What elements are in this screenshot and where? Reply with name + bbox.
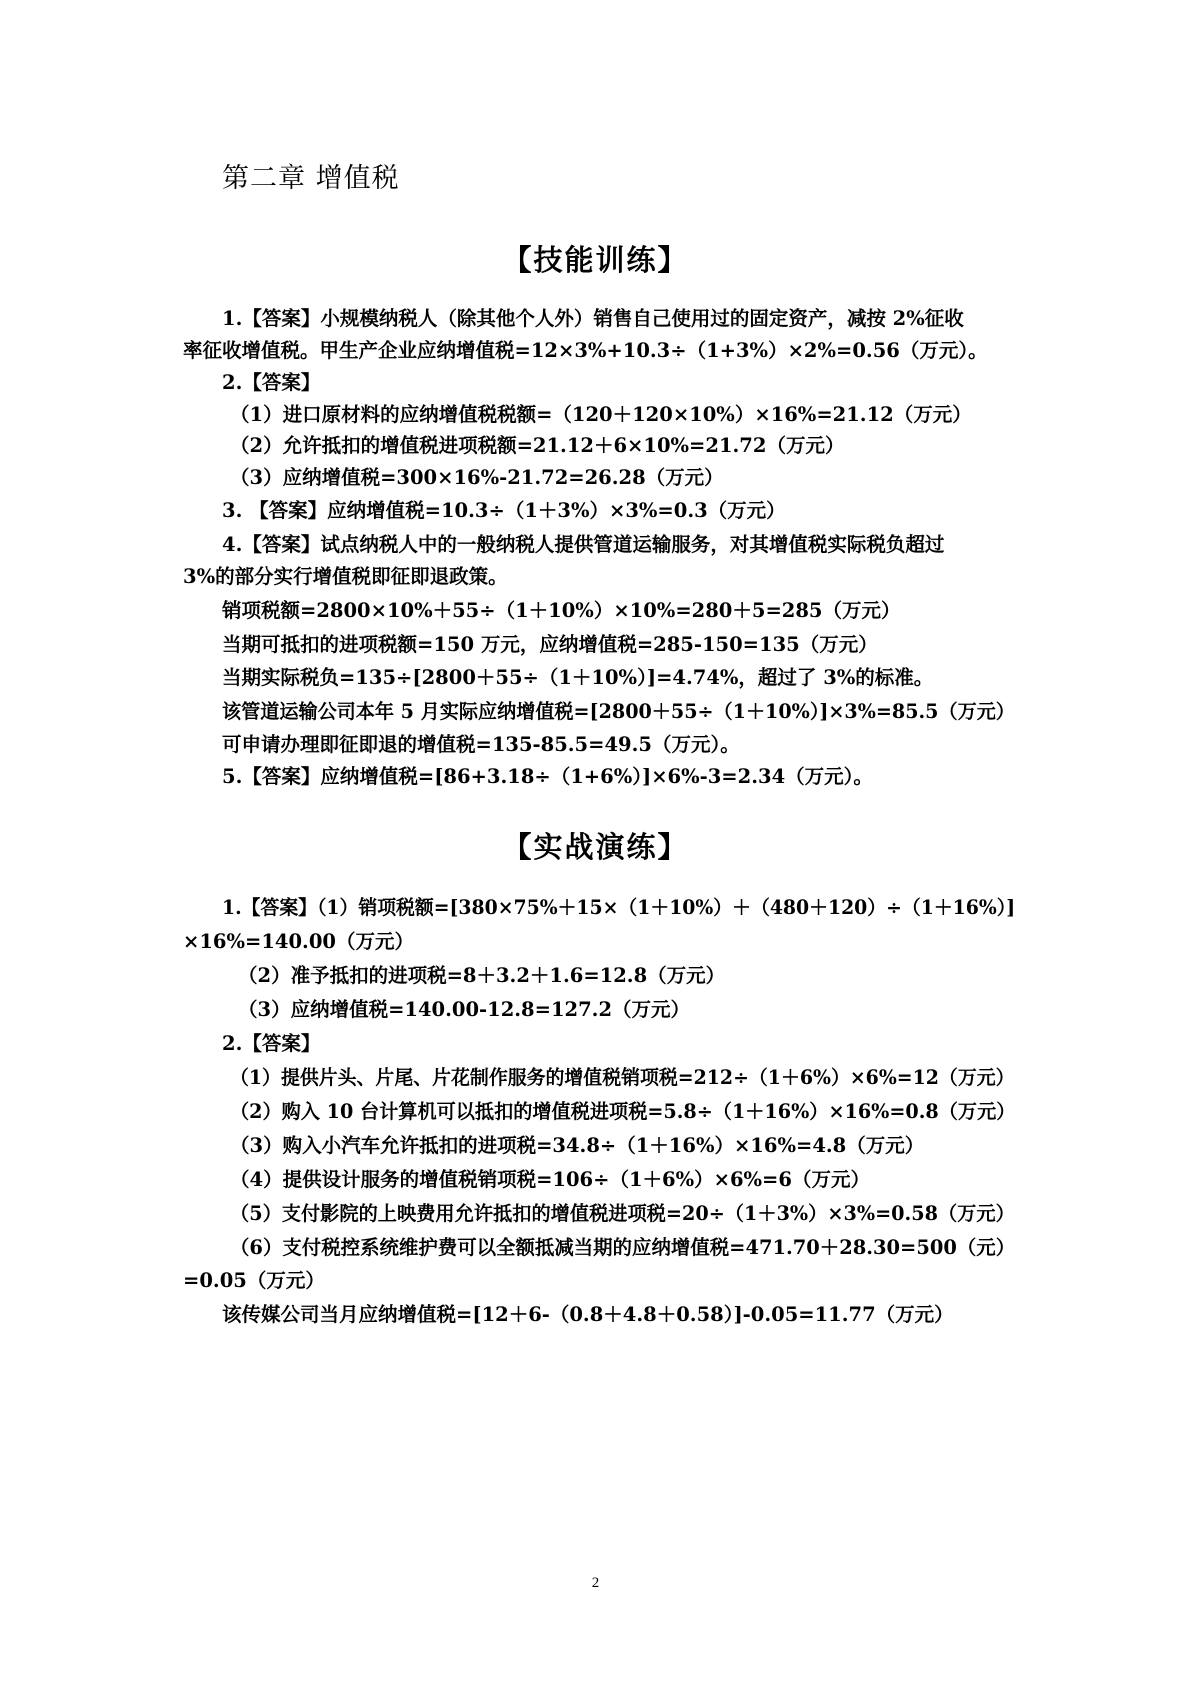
s2-line-10: （5）支付影院的上映费用允许抵扣的增值税进项税=20÷（1＋3%）×3%=0.58（万元）: [230, 1202, 1015, 1225]
s1-line-13: 该管道运输公司本年 5 月实际应纳增值税=[2800＋55÷（1＋10%）]×3%=85.5（万元）: [222, 700, 1015, 723]
s1-line-1: 1.【答案】小规模纳税人（除其他个人外）销售自己使用过的固定资产，减按 2%征收: [222, 307, 964, 330]
s1-line-9: 3%的部分实行增值税即征即退政策。: [183, 565, 508, 588]
s1-line-2: 率征收增值税。甲生产企业应纳增值税=12×3%+10.3÷（1+3%）×2%=0.56（万元）。: [183, 339, 988, 362]
s1-line-4: （1）进口原材料的应纳增值税税额=（120＋120×10%）×16%=21.12（万元）: [230, 403, 972, 426]
s2-line-7: （2）购入 10 台计算机可以抵扣的增值税进项税=5.8÷（1＋16%）×16%=0.8（万元）: [230, 1100, 1016, 1123]
chapter-title: 第二章 增值税: [222, 163, 400, 194]
s1-line-12: 当期实际税负=135÷[2800＋55÷（1＋10%）]=4.74%，超过了 3%的标准。: [222, 666, 934, 689]
s2-line-4: （3）应纳增值税=140.00-12.8=127.2（万元）: [238, 998, 691, 1021]
s1-line-10: 销项税额=2800×10%＋55÷（1＋10%）×10%=280＋5=285（万元）: [222, 599, 901, 622]
s2-line-8: （3）购入小汽车允许抵扣的进项税=34.8÷（1＋16%）×16%=4.8（万元）: [230, 1134, 925, 1157]
s1-line-7: 3. 【答案】应纳增值税=10.3÷（1＋3%）×3%=0.3（万元）: [222, 499, 786, 522]
s2-line-3: （2）准予抵扣的进项税=8＋3.2＋1.6=12.8（万元）: [238, 964, 726, 987]
section-title-practical-drill: 【实战演练】: [502, 830, 689, 864]
section-title-skill-training: 【技能训练】: [502, 243, 689, 277]
s1-line-14: 可申请办理即征即退的增值税=135-85.5=49.5（万元）。: [222, 733, 740, 756]
s1-line-3: 2.【答案】: [222, 371, 321, 394]
s1-line-11: 当期可抵扣的进项税额=150 万元，应纳增值税=285-150=135（万元）: [222, 633, 878, 656]
s2-line-13: 该传媒公司当月应纳增值税=[12＋6-（0.8＋4.8＋0.58）]-0.05=11.77（万元）: [222, 1303, 954, 1326]
s2-line-11: （6）支付税控系统维护费可以全额抵减当期的应纳增值税=471.70＋28.30=500（元）: [230, 1236, 1016, 1259]
page-number: 2: [591, 1575, 600, 1591]
s2-line-6: （1）提供片头、片尾、片花制作服务的增值税销项税=212÷（1＋6%）×6%=12（万元）: [230, 1066, 1015, 1089]
s2-line-1: 1.【答案】（1）销项税额=[380×75%＋15×（1＋10%）＋（480＋120）÷（1＋16%）]: [222, 896, 1016, 919]
s1-line-8: 4.【答案】试点纳税人中的一般纳税人提供管道运输服务，对其增值税实际税负超过: [222, 533, 945, 556]
s2-line-9: （4）提供设计服务的增值税销项税=106÷（1＋6%）×6%=6（万元）: [230, 1168, 870, 1191]
s1-line-15: 5.【答案】应纳增值税=[86+3.18÷（1+6%）]×6%-3=2.34（万元）。: [222, 765, 873, 788]
s1-line-5: （2）允许抵扣的增值税进项税额=21.12＋6×10%=21.72（万元）: [230, 434, 845, 457]
s2-line-12: =0.05（万元）: [183, 1269, 325, 1292]
s1-line-6: （3）应纳增值税=300×16%-21.72=26.28（万元）: [230, 466, 724, 489]
s2-line-2: ×16%=140.00（万元）: [183, 930, 414, 953]
s2-line-5: 2.【答案】: [222, 1032, 321, 1055]
